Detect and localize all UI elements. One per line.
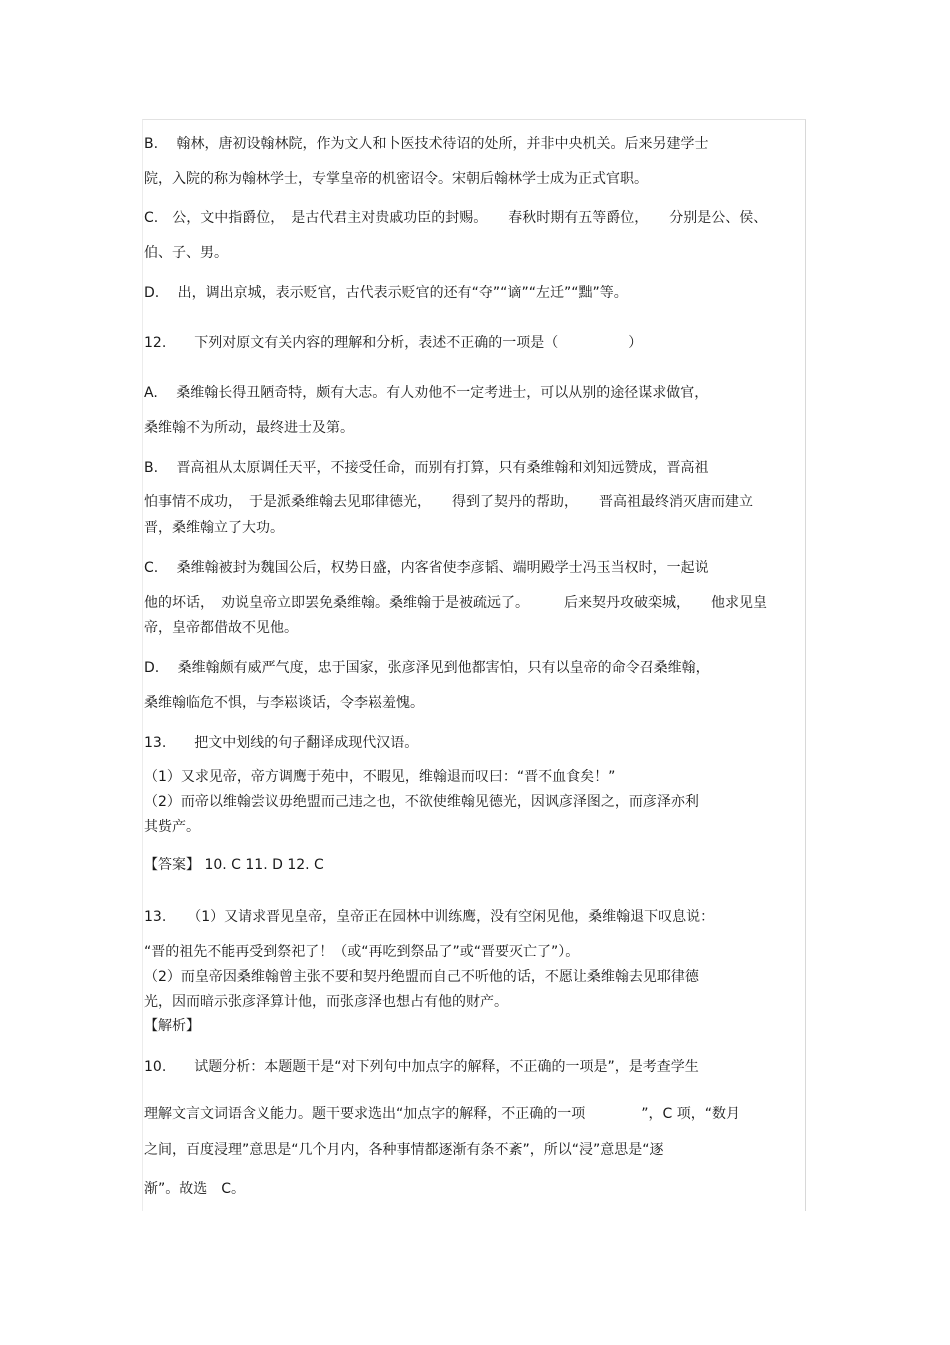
option-b-line-1: B. 翰林，唐初设翰林院，作为文人和卜医技术待诏的处所，并非中央机关。后来另建学士 — [144, 136, 709, 152]
question-13-stem: 13. 把文中划线的句子翻译成现代汉语。 — [144, 735, 419, 751]
analysis-10-line-2: 理解文言文词语含义能力。题干要求选出“加点字的解释，不正确的一项 ”，C 项，“数月 — [144, 1106, 740, 1122]
option-d-line-1: D. 出，调出京城，表示贬官，古代表示贬官的还有“夺”“谪”“左迁”“黜”等。 — [144, 285, 628, 301]
answer-heading: 【答案】 10. C 11. D 12. C — [144, 857, 324, 873]
q12-option-a-line-2: 桑维翰不为所动，最终进士及第。 — [144, 420, 354, 436]
q12-option-b-line-2: 怕事情不成功， 于是派桑维翰去见耶律德光， 得到了契丹的帮助， 晋高祖最终消灭唐而建立 — [144, 494, 753, 510]
option-b-line-2: 院，入院的称为翰林学士，专掌皇帝的机密诏令。宋朝后翰林学士成为正式官职。 — [144, 171, 648, 187]
q12-option-a-line-1: A. 桑维翰长得丑陋奇特，颇有大志。有人劝他不一定考进士，可以从别的途径谋求做官， — [144, 385, 709, 401]
analysis-10-line-1: 10. 试题分析：本题题干是“对下列句中加点字的解释，不正确的一项是”，是考查学生 — [144, 1059, 699, 1075]
q12-option-c-line-3: 帝，皇帝都借故不见他。 — [144, 620, 298, 636]
analysis-10-line-4: 渐”。故选 C。 — [144, 1181, 246, 1197]
answer-13-line-1: 13. （1）又请求晋见皇帝，皇帝正在园林中训练鹰，没有空闲见他，桑维翰退下叹息说： — [144, 909, 715, 925]
q13-sentence-1: （1）又求见帝，帝方调鹰于苑中，不暇见，维翰退而叹曰：“晋不血食矣！” — [144, 769, 616, 785]
q12-option-c-line-2: 他的坏话， 劝说皇帝立即罢免桑维翰。桑维翰于是被疏远了。 后来契丹攻破栾城， 他求见皇 — [144, 595, 767, 611]
answer-13-line-4: 光，因而暗示张彦泽算计他，而张彦泽也想占有他的财产。 — [144, 994, 508, 1010]
q12-option-b-line-3: 晋，桑维翰立了大功。 — [144, 520, 284, 536]
q12-option-b-line-1: B. 晋高祖从太原调任天平，不接受任命，而别有打算，只有桑维翰和刘知远赞成，晋高祖 — [144, 460, 709, 476]
analysis-heading: 【解析】 — [144, 1018, 200, 1034]
q13-sentence-2-line-1: （2）而帝以维翰尝议毋绝盟而己违之也，不欲使维翰见德光，因讽彦泽图之，而彦泽亦利 — [144, 794, 699, 810]
q12-option-d-line-2: 桑维翰临危不惧，与李崧谈话，令李崧羞愧。 — [144, 695, 424, 711]
answer-13-line-2: “晋的祖先不能再受到祭祀了！（或“再吃到祭品了”或“晋要灭亡了”）。 — [144, 944, 580, 960]
q12-option-d-line-1: D. 桑维翰颇有威严气度，忠于国家，张彦泽见到他都害怕，只有以皇帝的命令召桑维翰， — [144, 660, 710, 676]
analysis-10-line-3: 之间，百度浸理”意思是“几个月内，各种事情都逐渐有条不紊”，所以“浸”意思是“逐 — [144, 1142, 664, 1158]
q13-sentence-2-line-2: 其赀产。 — [144, 819, 200, 835]
q12-option-c-line-1: C. 桑维翰被封为魏国公后，权势日盛，内客省使李彦韬、端明殿学士冯玉当权时，一起说 — [144, 560, 709, 576]
option-c-line-2: 伯、子、男。 — [144, 245, 228, 261]
question-12-stem: 12. 下列对原文有关内容的理解和分析，表述不正确的一项是（ ） — [144, 335, 643, 351]
answer-13-line-3: （2）而皇帝因桑维翰曾主张不要和契丹绝盟而自己不听他的话，不愿让桑维翰去见耶律德 — [144, 969, 699, 985]
option-c-line-1: C. 公，文中指爵位， 是古代君主对贵戚功臣的封赐。 春秋时期有五等爵位， 分别是公、侯、 — [144, 210, 768, 226]
